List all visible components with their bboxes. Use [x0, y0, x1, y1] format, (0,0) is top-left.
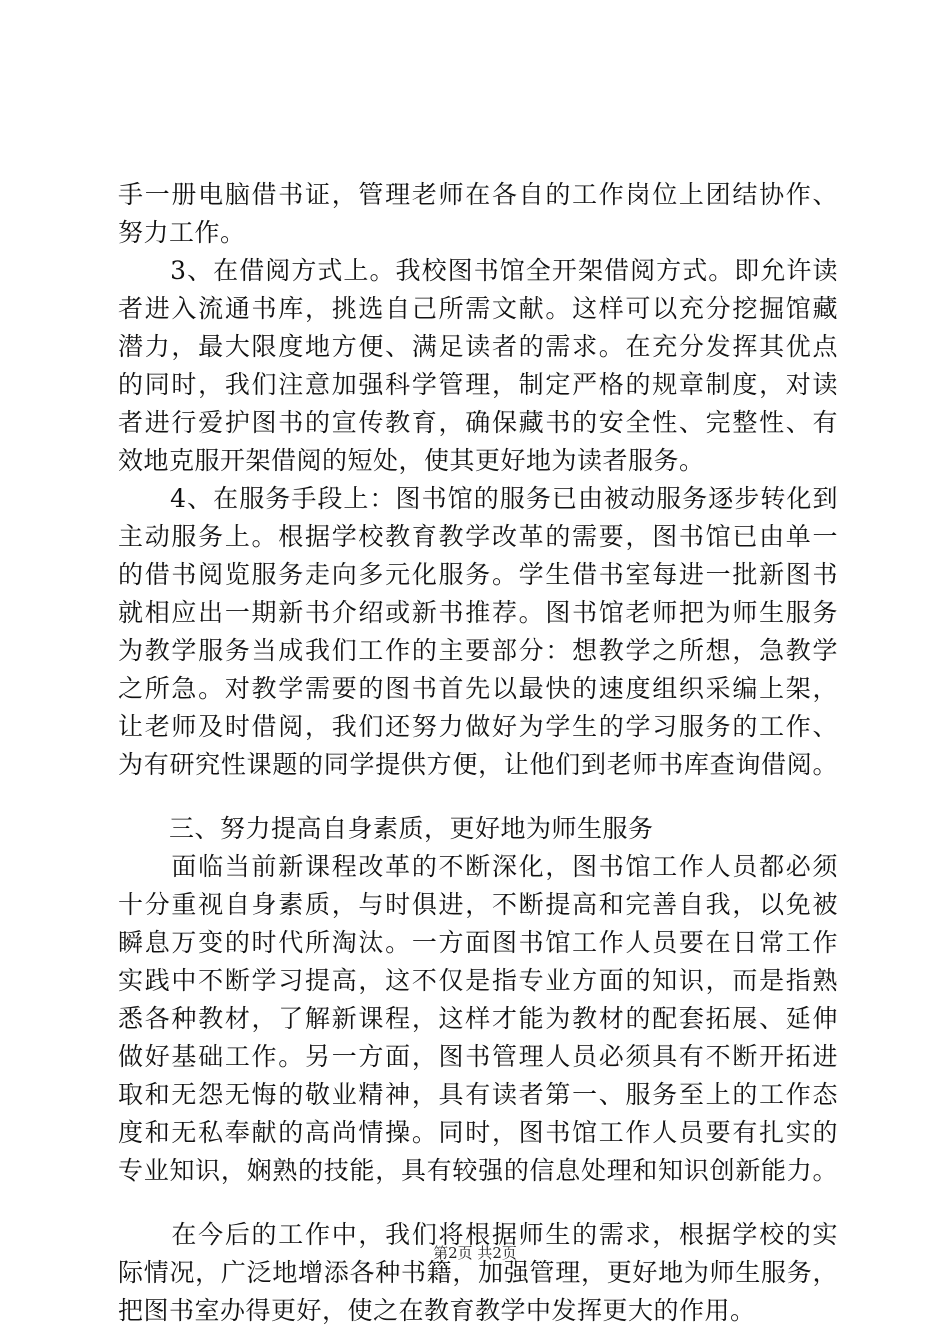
text-line: 取和无怨无悔的敬业精神，具有读者第一、服务至上的工作态 [118, 1080, 838, 1109]
text-line: 面临当前新课程改革的不断深化，图书馆工作人员都必须 [118, 852, 838, 881]
text-line: 者进入流通书库，挑选自己所需文献。这样可以充分挖掘馆藏 [118, 294, 838, 323]
text-line: 在今后的工作中，我们将根据师生的需求，根据学校的实 [118, 1220, 838, 1249]
paragraph-gap [118, 784, 838, 810]
text-line: 的同时，我们注意加强科学管理，制定严格的规章制度，对读 [118, 370, 838, 399]
text-line: 专业知识，娴熟的技能，具有较强的信息处理和知识创新能力。 [118, 1156, 838, 1185]
text-line: 际情况，广泛地增添各种书籍，加强管理，更好地为师生服务， [118, 1258, 838, 1287]
section-heading [118, 810, 838, 848]
text-line: 主动服务上。根据学校教育教学改革的需要，图书馆已由单一 [118, 522, 838, 551]
text-line: 努力工作。 [118, 218, 246, 247]
text-line: 悉各种教材，了解新课程，这样才能为教材的配套拓展、延伸 [118, 1004, 838, 1033]
body-text [118, 176, 838, 1330]
text-line: 三、努力提高自身素质，更好地为师生服务 [118, 814, 654, 843]
paragraph-5 [118, 848, 838, 1190]
text-line: 把图书室办得更好，使之在教育教学中发挥更大的作用。 [118, 1296, 756, 1325]
text-line: 手一册电脑借书证，管理老师在各自的工作岗位上团结协作、 [118, 180, 838, 209]
text-line: 效地克服开架借阅的短处，使其更好地为读者服务。 [118, 446, 705, 475]
text-line: 瞬息万变的时代所淘汰。一方面图书馆工作人员要在日常工作 [118, 928, 838, 957]
text-line: 者进行爱护图书的宣传教育，确保藏书的安全性、完整性、有 [118, 408, 838, 437]
text-line: 度和无私奉献的高尚情操。同时，图书馆工作人员要有扎实的 [118, 1118, 838, 1147]
paragraph-2 [118, 252, 838, 480]
text-line: 做好基础工作。另一方面，图书管理人员必须具有不断开拓进 [118, 1042, 838, 1071]
text-line: 潜力，最大限度地方便、满足读者的需求。在充分发挥其优点 [118, 332, 838, 361]
text-line: 十分重视自身素质，与时俱进，不断提高和完善自我，以免被 [118, 890, 838, 919]
text-line: 之所急。对教学需要的图书首先以最快的速度组织采编上架， [118, 674, 838, 703]
text-line: 实践中不断学习提高，这不仅是指专业方面的知识，而是指熟 [118, 966, 838, 995]
text-line: 让老师及时借阅，我们还努力做好为学生的学习服务的工作、 [118, 712, 838, 741]
paragraph-gap [118, 1190, 838, 1216]
text-line: 为教学服务当成我们工作的主要部分：想教学之所想，急教学 [118, 636, 838, 665]
text-line: 为有研究性课题的同学提供方便，让他们到老师书库查询借阅。 [118, 750, 838, 779]
text-line: 就相应出一期新书介绍或新书推荐。图书馆老师把为师生服务 [118, 598, 838, 627]
paragraph-1 [118, 176, 838, 252]
text-line: 4、在服务手段上：图书馆的服务已由被动服务逐步转化到 [118, 484, 838, 513]
paragraph-3 [118, 480, 838, 784]
paragraph-6 [118, 1216, 838, 1330]
text-line: 3、在借阅方式上。我校图书馆全开架借阅方式。即允许读 [118, 256, 838, 285]
page-footer: 第2页 共2页 [433, 1244, 517, 1262]
text-line: 的借书阅览服务走向多元化服务。学生借书室每进一批新图书 [118, 560, 838, 589]
